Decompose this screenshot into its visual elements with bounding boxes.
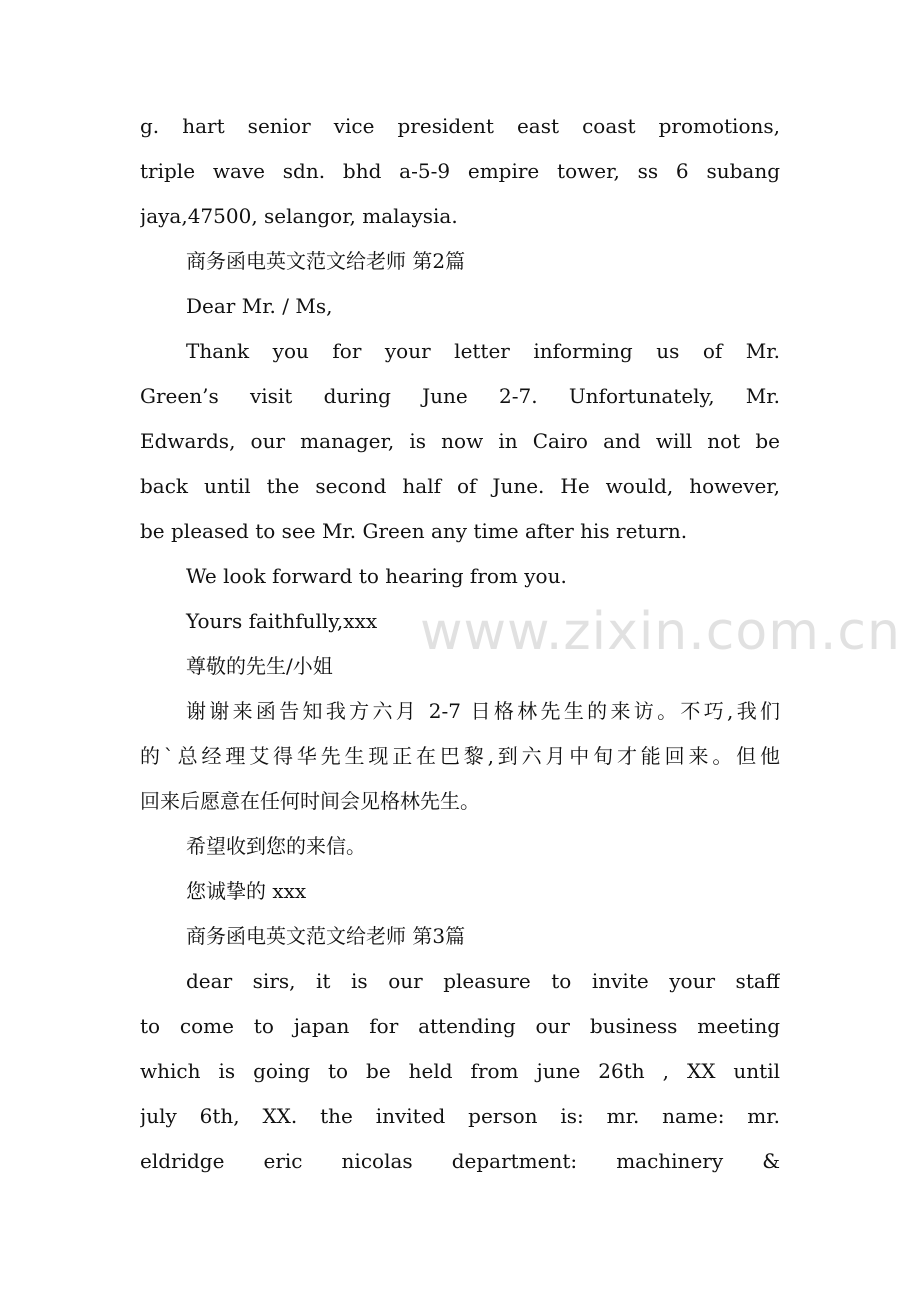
text-line: We look forward to hearing from you. bbox=[186, 564, 567, 588]
section-heading: 商务函电英文范文给老师 第3篇 bbox=[186, 924, 466, 948]
text-line: which is going to be held from june 26th , XX until bbox=[140, 1059, 780, 1083]
text-line: 希望收到您的来信。 bbox=[186, 834, 366, 858]
text-line: to come to japan for attending our business meeting bbox=[140, 1014, 780, 1038]
watermark: www.zixin.com.cn bbox=[420, 602, 901, 662]
text-line: back until the second half of June. He would, however, bbox=[140, 474, 780, 498]
text-line: jaya,47500, selangor, malaysia. bbox=[140, 204, 458, 228]
text-line: Green’s visit during June 2-7. Unfortunately, Mr. bbox=[140, 384, 780, 408]
text-line: july 6th, XX. the invited person is: mr. name: mr. bbox=[140, 1104, 780, 1128]
text-line: dear sirs, it is our pleasure to invite your staff bbox=[186, 969, 780, 993]
text-line: be pleased to see Mr. Green any time after his return. bbox=[140, 519, 688, 543]
text-line: g. hart senior vice president east coast promotions, bbox=[140, 114, 780, 138]
text-line: Thank you for your letter informing us of Mr. bbox=[186, 339, 780, 363]
text-line: 谢谢来函告知我方六月 2-7 日格林先生的来访。不巧,我们 bbox=[186, 699, 780, 723]
closing-zh: 您诚挚的 xxx bbox=[186, 879, 307, 903]
salutation-zh: 尊敬的先生/小姐 bbox=[186, 654, 333, 678]
text-line: eldridge eric nicolas department: machinery & bbox=[140, 1149, 780, 1173]
text-line: 的`总经理艾得华先生现正在巴黎,到六月中旬才能回来。但他 bbox=[140, 744, 780, 768]
text-line: triple wave sdn. bhd a-5-9 empire tower, ss 6 subang bbox=[140, 159, 780, 183]
document-body bbox=[140, 104, 780, 1184]
salutation: Dear Mr. / Ms, bbox=[186, 294, 333, 318]
text-line: Edwards, our manager, is now in Cairo and will not be bbox=[140, 429, 780, 453]
text-line: 回来后愿意在任何时间会见格林先生。 bbox=[140, 789, 480, 813]
section-heading: 商务函电英文范文给老师 第2篇 bbox=[186, 249, 466, 273]
closing: Yours faithfully,xxx bbox=[186, 609, 378, 633]
